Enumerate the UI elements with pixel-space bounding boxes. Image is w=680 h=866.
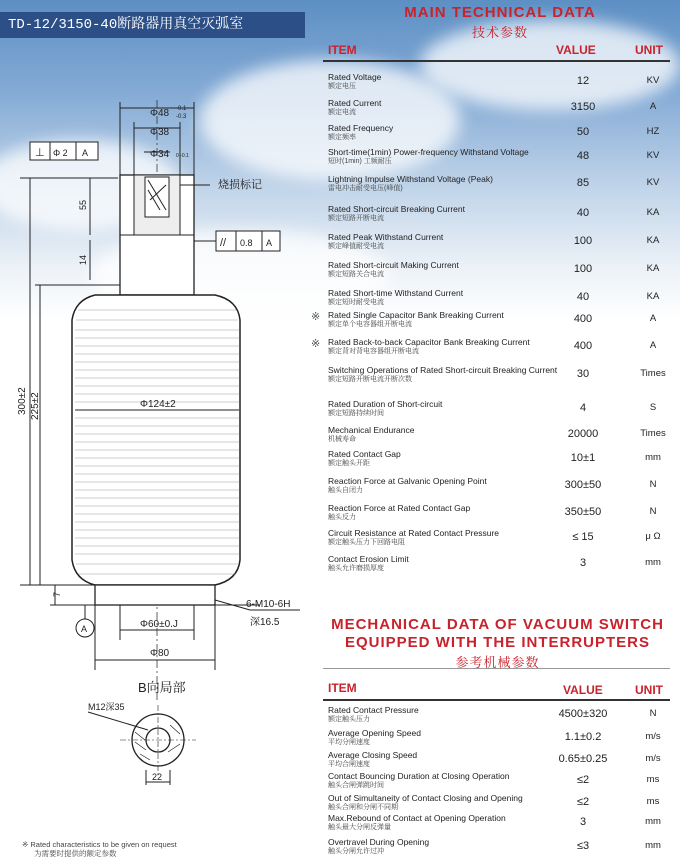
- row-unit: KA: [646, 207, 660, 218]
- row-label: [328, 204, 568, 224]
- row-value: 400: [573, 313, 593, 325]
- row-label-cn: 触头合闸弹跳时间: [328, 782, 384, 789]
- row-value: 3: [579, 816, 587, 828]
- thread-depth-label: 深16.5: [250, 617, 280, 628]
- row-unit: mm: [645, 557, 661, 568]
- main-section-title: MAIN TECHNICAL DATA: [404, 4, 596, 21]
- row-value: 10±1: [570, 452, 596, 464]
- row-value: 12: [576, 75, 590, 87]
- row-unit: mm: [645, 816, 661, 827]
- row-label: [328, 310, 568, 330]
- row-label: [328, 425, 568, 445]
- row-label: [328, 793, 568, 813]
- row-unit: KA: [646, 291, 660, 302]
- detail-title: B向局部: [138, 680, 186, 695]
- footnote-cn: 为需要时提供的额定参数: [34, 849, 117, 858]
- row-label-cn: 额定短路开断电流: [328, 215, 384, 222]
- row-label-en: Circuit Resistance at Rated Contact Pressure: [328, 528, 500, 538]
- row-unit: Times: [640, 368, 666, 379]
- row-unit: KA: [646, 263, 660, 274]
- row-label-en: Contact Bouncing Duration at Closing Operation: [328, 771, 510, 781]
- row-label: [328, 837, 568, 857]
- parallel-symbol: //: [220, 237, 227, 249]
- row-label: [328, 174, 568, 194]
- row-label-en: Rated Short-circuit Breaking Current: [328, 204, 466, 214]
- row-unit: mm: [645, 840, 661, 851]
- row-unit: KV: [646, 150, 660, 161]
- thread-label: 6-M10-6H: [246, 599, 291, 610]
- row-label-cn: 触头自闭力: [328, 487, 363, 494]
- row-label-en: Out of Simultaneity of Contact Closing and Opening: [328, 793, 523, 803]
- row-label-en: Overtravel During Opening: [328, 837, 430, 847]
- row-label-cn: 雷电冲击耐受电压(峰值): [328, 185, 403, 192]
- row-label-en: Rated Contact Gap: [328, 449, 401, 459]
- row-label-cn: 平均合闸速度: [328, 761, 370, 768]
- row-label-cn: 触头合闸和分闸不同期: [328, 804, 398, 811]
- row-label: [328, 232, 568, 252]
- row-unit: A: [649, 101, 657, 112]
- row-label-cn: 额定触头开距: [328, 460, 370, 467]
- row-label-cn: 机械寿命: [328, 436, 356, 443]
- dim-48-label: Φ48: [150, 108, 170, 119]
- row-value: 40: [576, 291, 590, 303]
- row-value: 20000: [567, 428, 599, 440]
- row-label-cn: 触头分闸允许过冲: [328, 848, 384, 855]
- header-value: VALUE: [556, 43, 596, 57]
- row-unit: m/s: [645, 753, 661, 764]
- row-label-cn: 触头允许磨损厚度: [328, 565, 384, 572]
- row-unit: A: [649, 340, 657, 351]
- row-label: [328, 365, 568, 385]
- detail-22-label: 22: [152, 772, 163, 782]
- row-label: [328, 72, 568, 92]
- main-table-header: [323, 40, 670, 62]
- mech-section-title-cn: 参考机械参数: [455, 655, 540, 670]
- row-label-en: Short-time(1min) Power-frequency Withstand Voltage: [328, 147, 529, 157]
- row-label-cn: 额定电压: [328, 83, 356, 90]
- perp-symbol: ⊥: [35, 147, 45, 159]
- row-value: 350±50: [564, 506, 602, 518]
- detail-m12-label: M12深35: [88, 702, 125, 712]
- row-label: [328, 554, 568, 574]
- row-label-cn: 额定触头压力下回路电阻: [328, 539, 405, 546]
- row-value: 3: [579, 557, 587, 569]
- header-item: ITEM: [328, 43, 357, 57]
- row-value: 400: [573, 340, 593, 352]
- dim-225-label: 225±2: [30, 392, 41, 420]
- row-label-en: Lightning Impulse Withstand Voltage (Peak): [328, 174, 493, 184]
- mech-section-title-2: EQUIPPED WITH THE INTERRUPTERS: [344, 634, 651, 651]
- row-label-cn: 额定短路开断电流开断次数: [328, 376, 412, 383]
- row-label-en: Rated Frequency: [328, 123, 394, 133]
- row-unit: mm: [645, 452, 661, 463]
- row-label-cn: 额定单个电容器组开断电流: [328, 321, 412, 328]
- row-value: ≤3: [576, 840, 590, 852]
- page-title: TD-12/3150-40断路器用真空灭弧室: [0, 12, 305, 38]
- row-label: [328, 288, 568, 308]
- perp-reference: A: [82, 148, 89, 158]
- row-label-en: Average Closing Speed: [328, 750, 418, 760]
- dim-124-label: Φ124±2: [140, 399, 176, 410]
- dim-34-label: Φ34: [150, 149, 170, 160]
- dim-300-label: 300±2: [17, 387, 28, 415]
- row-label-en: Max.Rebound of Contact at Opening Operation: [328, 813, 506, 823]
- row-value: 50: [576, 126, 590, 138]
- row-unit: A: [649, 313, 657, 324]
- row-label-en: Reaction Force at Rated Contact Gap: [328, 503, 471, 513]
- row-label-cn: 额定峰值耐受电流: [328, 243, 384, 250]
- dim-55-label: 55: [78, 199, 88, 210]
- mech-header-unit: UNIT: [635, 683, 663, 697]
- dim-80-label: Φ80: [150, 648, 170, 659]
- mech-table-header: [323, 669, 670, 701]
- row-value: 4500±320: [558, 708, 608, 720]
- row-label-en: Mechanical Endurance: [328, 425, 415, 435]
- row-label-en: Rated Back-to-back Capacitor Bank Breaking Current: [328, 337, 530, 347]
- row-value: 85: [576, 177, 590, 189]
- row-value: 3150: [570, 101, 596, 113]
- row-label: [328, 98, 568, 118]
- header-unit: UNIT: [635, 43, 663, 57]
- row-label-cn: 短时(1min) 工频耐压: [328, 158, 392, 165]
- row-label: [328, 449, 568, 469]
- row-unit: KA: [646, 235, 660, 246]
- row-label: [328, 123, 568, 143]
- row-unit: S: [649, 402, 657, 413]
- row-label-cn: 额定频率: [328, 134, 356, 141]
- row-label-cn: 额定电流: [328, 109, 356, 116]
- row-unit: N: [649, 506, 657, 517]
- perp-tolerance: Φ 2: [53, 148, 68, 158]
- row-value: 30: [576, 368, 590, 380]
- row-label-cn: 平均分闸速度: [328, 739, 370, 746]
- row-label: [328, 750, 568, 770]
- row-value: 48: [576, 150, 590, 162]
- row-label-en: Rated Contact Pressure: [328, 705, 419, 715]
- row-label-en: Rated Short-circuit Making Current: [328, 260, 459, 270]
- dim-60-label: Φ60±0.J: [140, 619, 178, 630]
- row-label-en: Rated Current: [328, 98, 382, 108]
- parallel-reference: A: [266, 238, 273, 248]
- row-unit: HZ: [646, 126, 660, 137]
- mech-data-table: [323, 668, 670, 858]
- main-data-table: [311, 40, 670, 580]
- row-label-en: Rated Voltage: [328, 72, 382, 82]
- row-label: [328, 260, 568, 280]
- datum-a-label: A: [81, 624, 88, 634]
- row-unit: Times: [640, 428, 666, 439]
- dim-48-tol-top: -0.1: [176, 106, 187, 112]
- row-label-cn: 额定短路关合电流: [328, 271, 384, 278]
- note-mark: ※: [311, 338, 321, 350]
- note-mark: ※: [311, 311, 321, 323]
- row-label-en: Switching Operations of Rated Short-circuit Breaking Current: [328, 365, 558, 375]
- row-label: [328, 528, 568, 548]
- mech-header-value: VALUE: [563, 683, 603, 697]
- footnote: [22, 840, 177, 858]
- row-value: 40: [576, 207, 590, 219]
- row-unit: ms: [646, 796, 660, 807]
- row-unit: N: [649, 708, 657, 719]
- dim-38-label: Φ38: [150, 127, 170, 138]
- row-value: ≤2: [576, 796, 590, 808]
- mech-section-title-1: MECHANICAL DATA OF VACUUM SWITCH: [331, 616, 664, 633]
- row-label: [328, 337, 568, 357]
- row-value: 300±50: [564, 479, 602, 491]
- row-label: [328, 705, 568, 725]
- row-label: [328, 476, 568, 496]
- row-unit: μ Ω: [645, 531, 661, 542]
- row-value: 0.65±0.25: [558, 753, 608, 765]
- dim-34-tol: 0 -0.1: [176, 153, 189, 159]
- row-label: [328, 399, 568, 419]
- dim-14-label: 14: [78, 254, 88, 265]
- interrupter-drawing: [0, 80, 320, 860]
- row-label-en: Rated Peak Withstand Current: [328, 232, 444, 242]
- row-value: 100: [573, 235, 593, 247]
- row-label-en: Rated Duration of Short-circuit: [328, 399, 443, 409]
- row-unit: KV: [646, 177, 660, 188]
- row-value: 1.1±0.2: [564, 731, 602, 743]
- row-label: [328, 503, 568, 523]
- row-label-en: Rated Short-time Withstand Current: [328, 288, 464, 298]
- dim-48-tol-bot: -0.3: [176, 114, 187, 120]
- row-label-cn: 触头反力: [328, 514, 356, 521]
- row-label: [328, 813, 568, 833]
- row-label-en: Average Opening Speed: [328, 728, 421, 738]
- row-label-en: Reaction Force at Galvanic Opening Point: [328, 476, 487, 486]
- wear-mark-label: 烧损标记: [218, 179, 262, 191]
- row-label-en: Rated Single Capacitor Bank Breaking Current: [328, 310, 504, 320]
- row-label-cn: 额定背对背电容器组开断电流: [328, 348, 419, 355]
- row-label: [328, 771, 568, 791]
- row-label-cn: 额定短时耐受电流: [328, 299, 384, 306]
- row-value: ≤ 15: [572, 531, 594, 543]
- dim-7-label: 7: [52, 591, 62, 597]
- row-unit: N: [649, 479, 657, 490]
- row-label-cn: 额定短路持续时间: [328, 410, 384, 417]
- main-section-title-cn: 技术参数: [471, 25, 528, 40]
- mech-header-item: ITEM: [328, 681, 357, 695]
- row-value: 4: [579, 402, 587, 414]
- row-unit: m/s: [645, 731, 661, 742]
- row-label: [328, 728, 568, 748]
- row-label: [328, 147, 568, 167]
- row-unit: KV: [646, 75, 660, 86]
- row-value: 100: [573, 263, 593, 275]
- row-unit: ms: [646, 774, 660, 785]
- row-label-cn: 额定触头压力: [328, 716, 370, 723]
- row-value: ≤2: [576, 774, 590, 786]
- footnote-en: ※ Rated characteristics to be given on request: [22, 840, 177, 849]
- row-label-en: Contact Erosion Limit: [328, 554, 409, 564]
- parallel-tolerance: 0.8: [240, 238, 253, 248]
- row-label-cn: 触头最大分闸反弹量: [328, 824, 391, 831]
